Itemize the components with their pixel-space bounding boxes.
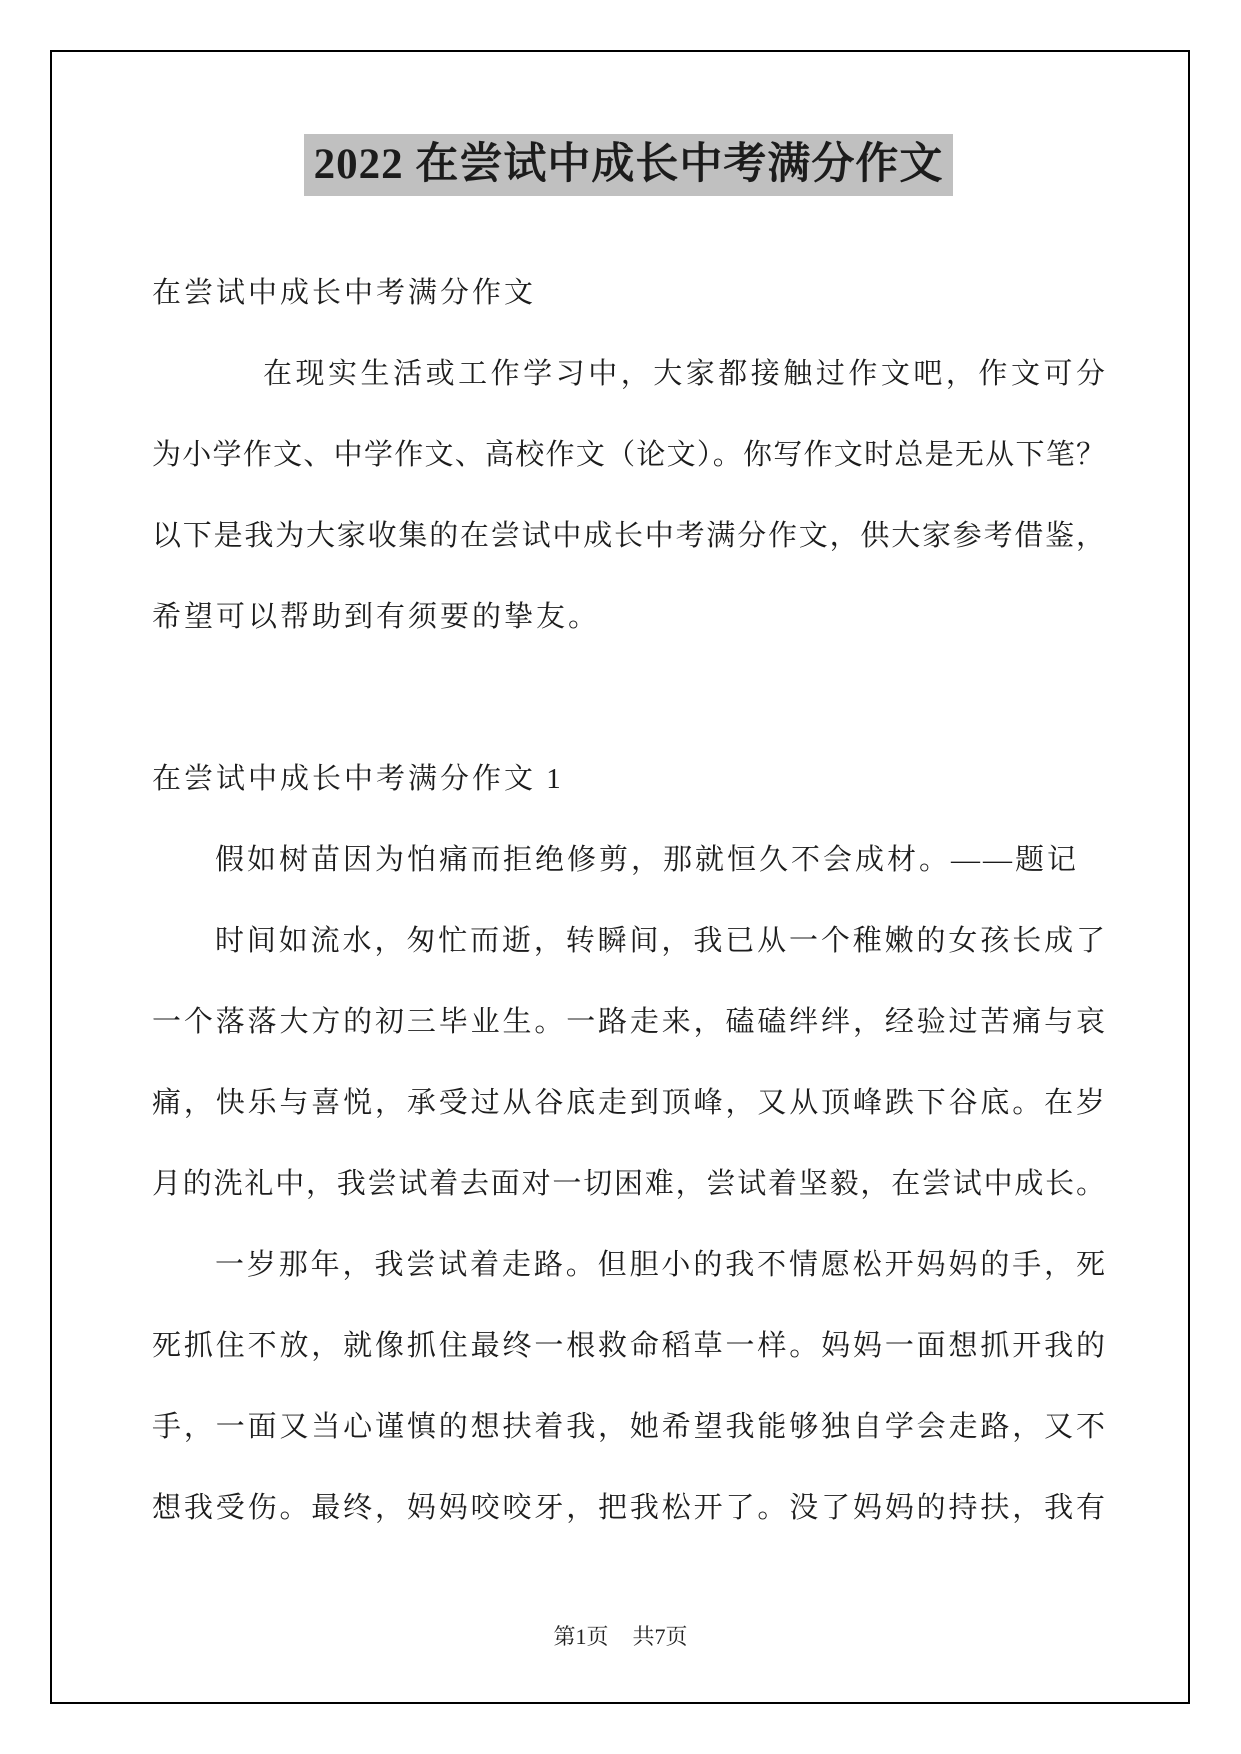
text-line: 月的洗礼中，我尝试着去面对一切困难，尝试着坚毅，在尝试中成长。: [152, 1168, 1105, 1200]
text-line: 希望可以帮助到有须要的挚友。: [152, 601, 601, 633]
text-line: 痛，快乐与喜悦，承受过从谷底走到顶峰，又从顶峰跌下谷底。在岁: [152, 1087, 1105, 1119]
footer-page-number: 第1页: [553, 1624, 609, 1649]
text-line: 在尝试中成长中考满分作文 1: [152, 763, 564, 795]
paragraph-para-walking: [152, 1225, 1105, 1549]
paragraph-spacer: [152, 658, 1105, 739]
text-line: 死抓住不放，就像抓住最终一根救命稻草一样。妈妈一面想抓开我的: [152, 1330, 1105, 1362]
text-line: 在现实生活或工作学习中，大家都接触过作文吧，作文可分: [263, 358, 1105, 390]
blank-line: [152, 658, 1105, 739]
page-footer: [0, 1620, 1241, 1651]
text-line: 一岁那年，我尝试着走路。但胆小的我不情愿松开妈妈的手，死: [215, 1249, 1105, 1281]
document-title: 2022 在尝试中成长中考满分作文: [304, 134, 954, 196]
footer-page-count: 共7页: [632, 1624, 688, 1649]
text-line: 为小学作文、中学作文、高校作文（论文）。你写作文时总是无从下笔？: [152, 439, 1105, 471]
text-line: 想我受伤。最终，妈妈咬咬牙，把我松开了。没了妈妈的持扶，我有: [152, 1492, 1105, 1524]
text-line: 以下是我为大家收集的在尝试中成长中考满分作文，供大家参考借鉴，: [152, 520, 1105, 552]
text-line: 手，一面又当心谨慎的想扶着我，她希望我能够独自学会走路，又不: [152, 1411, 1105, 1443]
text-line: 时间如流水，匆忙而逝，转瞬间，我已从一个稚嫩的女孩长成了: [215, 925, 1105, 957]
text-line: 在尝试中成长中考满分作文: [152, 277, 537, 309]
text-line: 一个落落大方的初三毕业生。一路走来，磕磕绊绊，经验过苦痛与哀: [152, 1006, 1105, 1038]
paragraph-essay1-heading: [152, 739, 1105, 820]
body-text: [152, 253, 1105, 1549]
paragraph-intro: [152, 334, 1105, 658]
document-title-row: [152, 134, 1105, 196]
paragraph-epigraph: [152, 820, 1105, 901]
text-line: 假如树苗因为怕痛而拒绝修剪，那就恒久不会成材。——题记: [215, 844, 1080, 876]
paragraph-para-growth: [152, 901, 1105, 1225]
paragraph-intro-heading: [152, 253, 1105, 334]
